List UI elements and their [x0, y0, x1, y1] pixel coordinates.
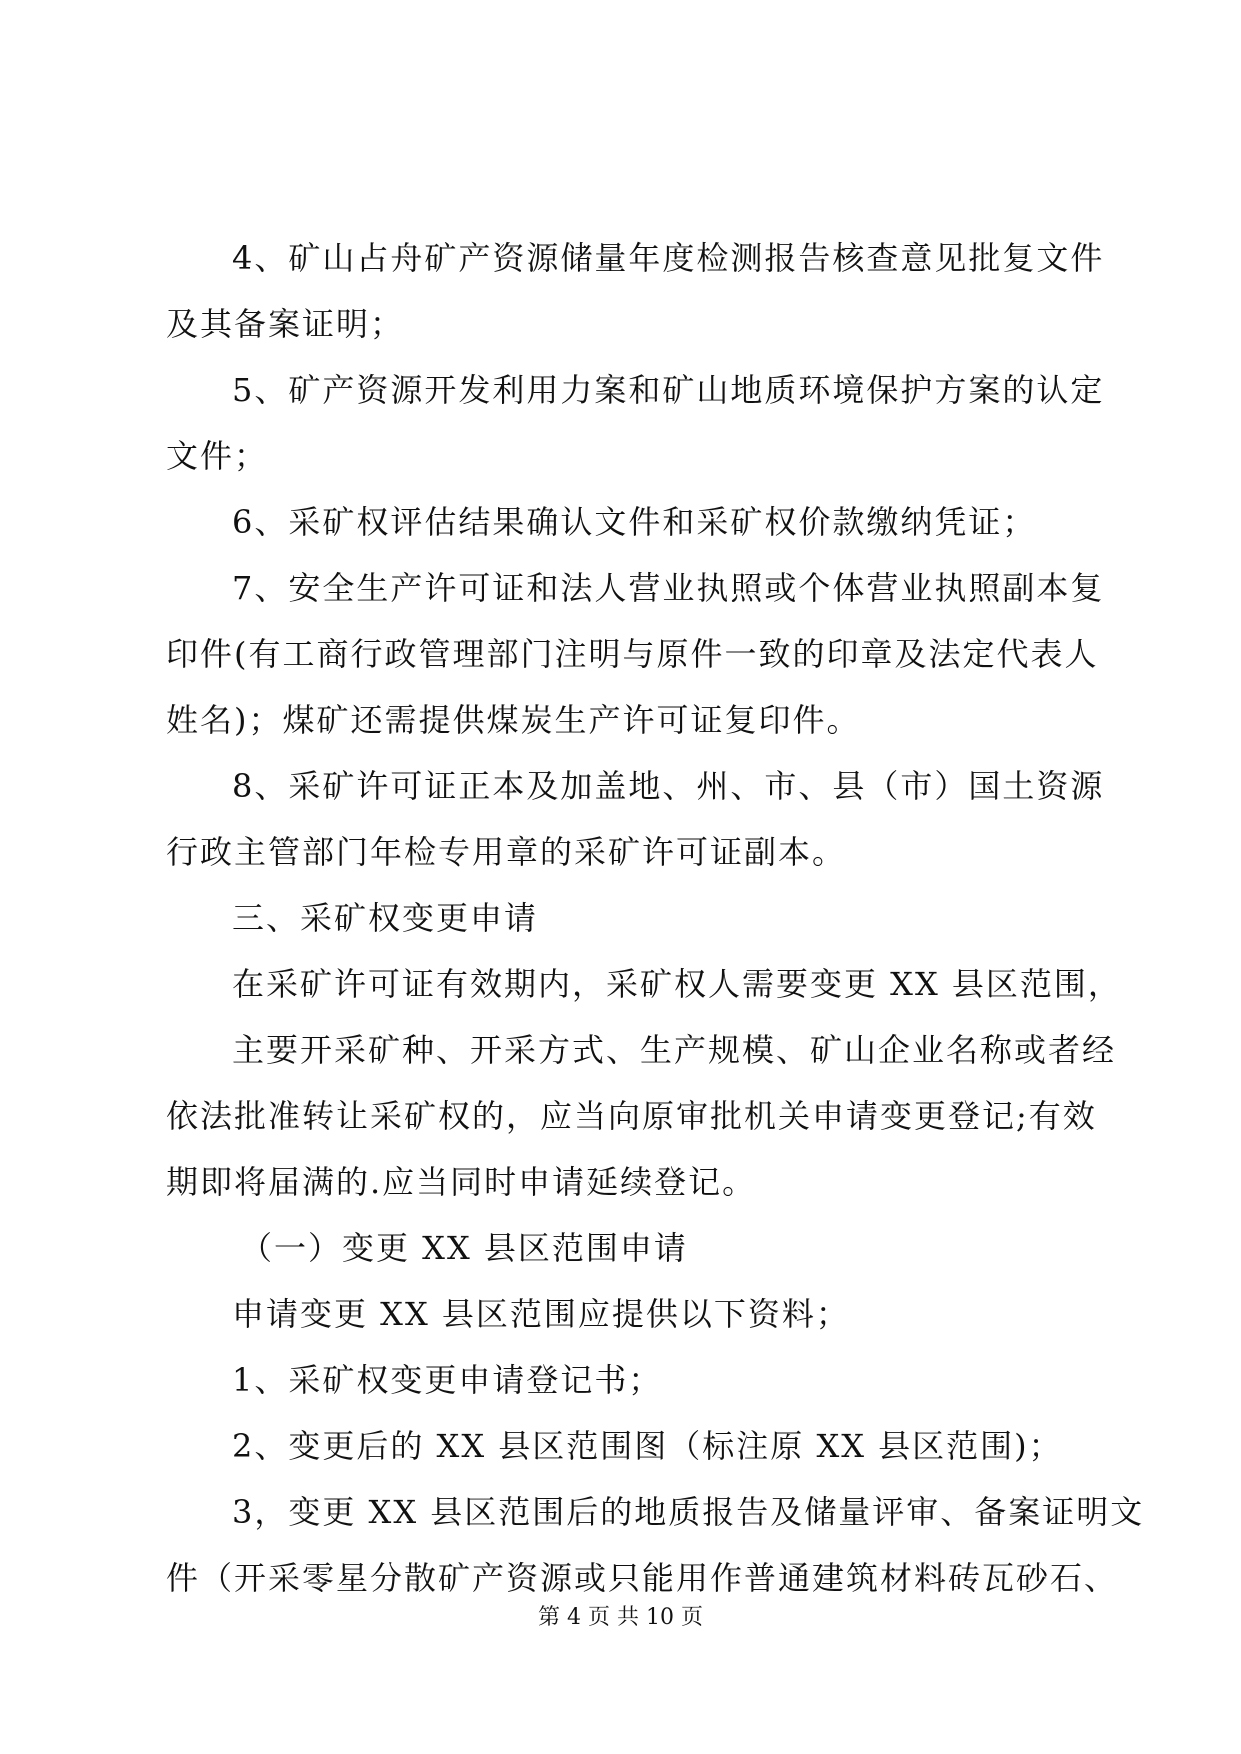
page-number: 第 4 页 共 10 页: [538, 1605, 703, 1630]
paragraph-line: 申请变更 XX 县区范围应提供以下资料；: [232, 1295, 850, 1333]
paragraph-line: 及其备案证明；: [166, 305, 405, 343]
paragraph-line: 文件；: [166, 437, 269, 475]
paragraph-line: 行政主管部门年检专用章的采矿许可证副本。: [166, 833, 847, 871]
paragraph-line: 5、矿产资源开发利用力案和矿山地质环境保护方案的认定: [232, 371, 1105, 409]
paragraph-line: 在采矿许可证有效期内，采矿权人需要变更 XX 县区范围，: [232, 965, 1122, 1003]
list-item: 1、采矿权变更申请登记书；: [232, 1361, 663, 1399]
paragraph-line: 4、矿山占舟矿产资源储量年度检测报告核查意见批复文件: [232, 239, 1105, 277]
paragraph-line: 姓名)；煤矿还需提供煤炭生产许可证复印件。: [166, 701, 861, 739]
paragraph-line: 依法批准转让采矿权的，应当向原审批机关申请变更登记;有效: [166, 1097, 1097, 1135]
subsection-heading: （一）变更 XX 县区范围申请: [240, 1229, 688, 1267]
list-item: 2、变更后的 XX 县区范围图（标注原 XX 县区范围)；: [232, 1427, 1063, 1465]
paragraph-line: 主要开采矿种、开采方式、生产规模、矿山企业名称或者经: [232, 1031, 1117, 1069]
paragraph-line: 7、安全生产许可证和法人营业执照或个体营业执照副本复: [232, 569, 1105, 607]
paragraph-line: 印件(有工商行政管理部门注明与原件一致的印章及法定代表人: [166, 635, 1099, 673]
section-heading: 三、采矿权变更申请: [232, 899, 539, 937]
paragraph-line: 件（开采零星分散矿产资源或只能用作普通建筑材料砖瓦砂石、: [166, 1559, 1119, 1597]
list-item: 3，变更 XX 县区范围后的地质报告及储量评审、备案证明文: [232, 1493, 1145, 1531]
paragraph-line: 8、采矿许可证正本及加盖地、州、市、县（市）国土资源: [232, 767, 1105, 805]
paragraph-line: 6、采矿权评估结果确认文件和采矿权价款缴纳凭证；: [232, 503, 1037, 541]
paragraph-line: 期即将届满的.应当同时申请延续登记。: [166, 1163, 757, 1201]
